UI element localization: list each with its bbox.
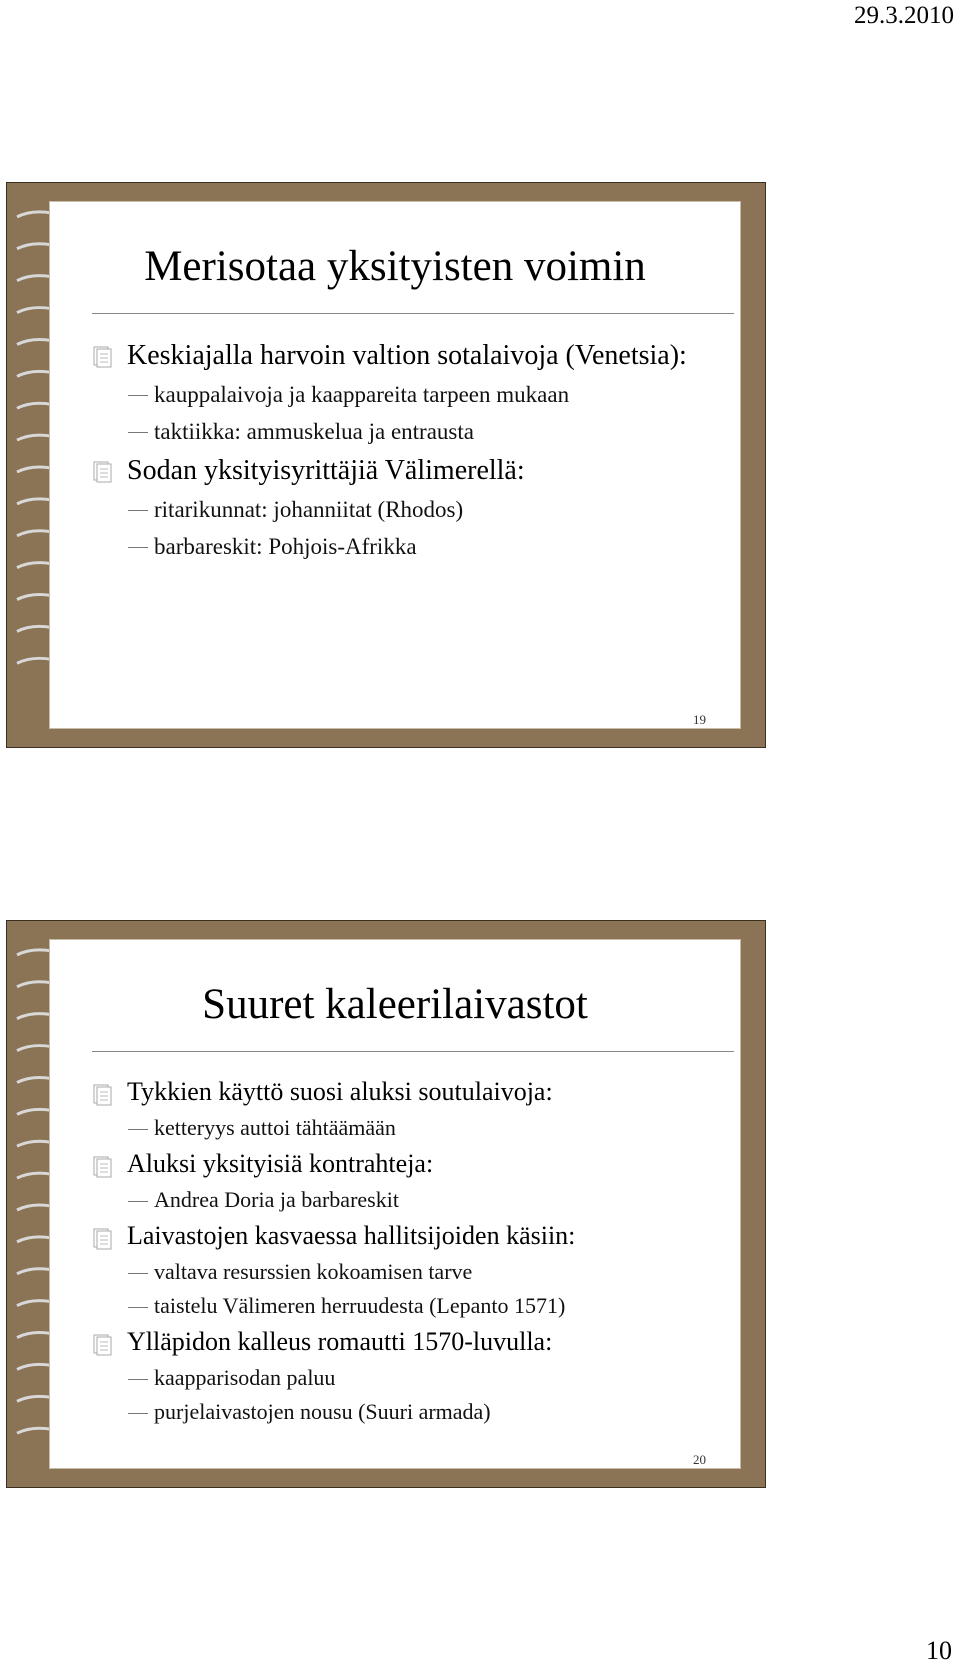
page-number: 10 (926, 1636, 952, 1665)
list-item (92, 1148, 720, 1180)
notepad-bullet-icon (92, 1154, 114, 1180)
title-divider (92, 313, 734, 314)
slide-paper (49, 939, 741, 1469)
sub-item: ketteryys auttoi tähtäämään (92, 1114, 720, 1142)
item-text: Keskiajalla harvoin valtion sotalaivoja (Venetsia): (127, 340, 687, 371)
slide-19 (6, 182, 766, 748)
page-date: 29.3.2010 (854, 2, 954, 29)
list-item (92, 1326, 720, 1358)
sub-item: kauppalaivoja ja kaappareita tarpeen mukaan (92, 380, 720, 410)
notepad-bullet-icon (92, 1082, 114, 1108)
notepad-bullet-icon (92, 459, 114, 485)
item-text: Laivastojen kasvaessa hallitsijoiden käsiin: (127, 1221, 576, 1250)
item-text: Ylläpidon kalleus romautti 1570-luvulla: (127, 1327, 553, 1356)
list-item (92, 338, 720, 373)
item-text: Sodan yksityisyrittäjiä Välimerellä: (127, 455, 525, 486)
list-item (92, 453, 720, 488)
title-divider (92, 1051, 734, 1052)
slide-title: Merisotaa yksityisten voimin (144, 243, 646, 290)
list-item (92, 1076, 720, 1108)
sub-item: taistelu Välimeren herruudesta (Lepanto 1571) (92, 1292, 720, 1320)
slide-number: 19 (693, 712, 706, 727)
slide-body (92, 1070, 720, 1426)
sub-item: valtava resurssien kokoamisen tarve (92, 1258, 720, 1286)
sub-item: taktiikka: ammuskelua ja entrausta (92, 417, 720, 447)
sub-item: purjelaivastojen nousu (Suuri armada) (92, 1398, 720, 1426)
slide-body (92, 332, 720, 562)
item-text: Aluksi yksityisiä kontrahteja: (127, 1149, 434, 1178)
sub-item: barbareskit: Pohjois-Afrikka (92, 532, 720, 562)
list-item (92, 1220, 720, 1252)
item-text: Tykkien käyttö suosi aluksi soutulaivoja: (127, 1077, 553, 1106)
notepad-bullet-icon (92, 1332, 114, 1358)
slide-number: 20 (693, 1452, 706, 1467)
slide-title: Suuret kaleerilaivastot (202, 981, 588, 1028)
notepad-bullet-icon (92, 344, 114, 370)
sub-item: ritarikunnat: johanniitat (Rhodos) (92, 495, 720, 525)
slide-paper (49, 201, 741, 729)
sub-item: Andrea Doria ja barbareskit (92, 1186, 720, 1214)
sub-item: kaapparisodan paluu (92, 1364, 720, 1392)
notepad-bullet-icon (92, 1226, 114, 1252)
slide-20 (6, 920, 766, 1488)
